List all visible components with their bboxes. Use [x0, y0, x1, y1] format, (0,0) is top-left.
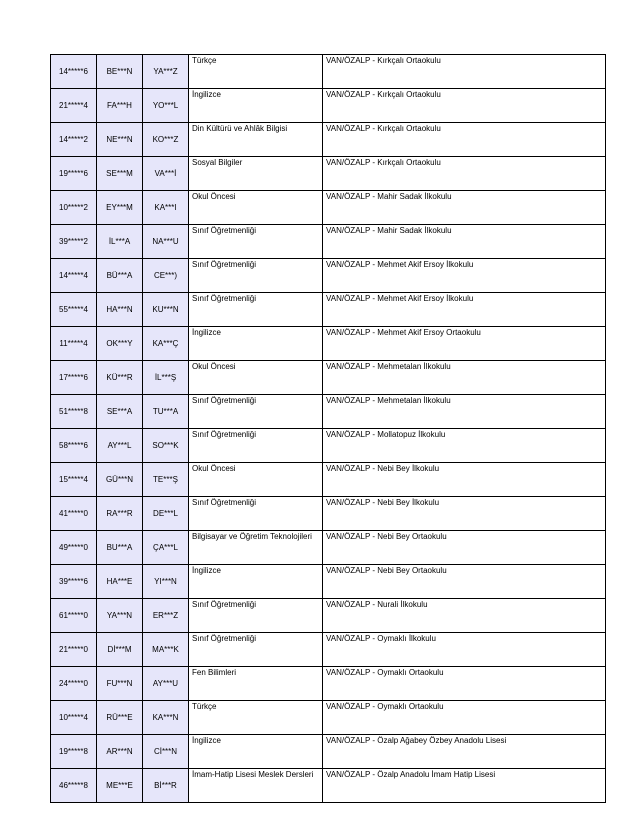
school-cell: VAN/ÖZALP - Oymaklı Ortaokulu	[323, 667, 606, 701]
last-name-cell: NA***U	[143, 225, 189, 259]
id-number-cell: 39*****2	[51, 225, 97, 259]
first-name-cell: SE***A	[97, 395, 143, 429]
branch-cell: İmam-Hatip Lisesi Meslek Dersleri	[189, 769, 323, 803]
school-cell: VAN/ÖZALP - Nebi Bey İlkokulu	[323, 497, 606, 531]
table-row	[51, 395, 606, 429]
first-name-cell: RA***R	[97, 497, 143, 531]
id-number-cell: 41*****0	[51, 497, 97, 531]
table-row	[51, 769, 606, 803]
last-name-cell: AY***U	[143, 667, 189, 701]
id-number-cell: 21*****0	[51, 633, 97, 667]
table-row	[51, 89, 606, 123]
last-name-cell: KO***Z	[143, 123, 189, 157]
branch-cell: Okul Öncesi	[189, 191, 323, 225]
id-number-cell: 39*****6	[51, 565, 97, 599]
table-row	[51, 123, 606, 157]
id-number-cell: 19*****8	[51, 735, 97, 769]
school-cell: VAN/ÖZALP - Kırkçalı Ortaokulu	[323, 157, 606, 191]
first-name-cell: OK***Y	[97, 327, 143, 361]
branch-cell: Sınıf Öğretmenliği	[189, 429, 323, 463]
table-row	[51, 565, 606, 599]
school-cell: VAN/ÖZALP - Mehmetalan İlkokulu	[323, 361, 606, 395]
table-row	[51, 497, 606, 531]
school-cell: VAN/ÖZALP - Mollatopuz İlkokulu	[323, 429, 606, 463]
school-cell: VAN/ÖZALP - Mehmet Akif Ersoy İlkokulu	[323, 293, 606, 327]
last-name-cell: DE***L	[143, 497, 189, 531]
branch-cell: Fen Bilimleri	[189, 667, 323, 701]
table-row	[51, 361, 606, 395]
last-name-cell: TE***Ş	[143, 463, 189, 497]
table-row	[51, 191, 606, 225]
id-number-cell: 10*****2	[51, 191, 97, 225]
last-name-cell: VA***İ	[143, 157, 189, 191]
first-name-cell: FU***N	[97, 667, 143, 701]
id-number-cell: 14*****4	[51, 259, 97, 293]
school-cell: VAN/ÖZALP - Nebi Bey İlkokulu	[323, 463, 606, 497]
last-name-cell: TU***A	[143, 395, 189, 429]
branch-cell: Sınıf Öğretmenliği	[189, 225, 323, 259]
first-name-cell: BE***N	[97, 55, 143, 89]
last-name-cell: İL***Ş	[143, 361, 189, 395]
table-body	[51, 55, 606, 803]
table-row	[51, 225, 606, 259]
last-name-cell: KU***N	[143, 293, 189, 327]
id-number-cell: 21*****4	[51, 89, 97, 123]
id-number-cell: 17*****6	[51, 361, 97, 395]
branch-cell: Sosyal Bilgiler	[189, 157, 323, 191]
branch-cell: Sınıf Öğretmenliği	[189, 395, 323, 429]
school-cell: VAN/ÖZALP - Kırkçalı Ortaokulu	[323, 89, 606, 123]
first-name-cell: GÜ***N	[97, 463, 143, 497]
last-name-cell: KA***I	[143, 191, 189, 225]
branch-cell: İngilizce	[189, 89, 323, 123]
last-name-cell: YI***N	[143, 565, 189, 599]
first-name-cell: HA***E	[97, 565, 143, 599]
id-number-cell: 49*****0	[51, 531, 97, 565]
school-cell: VAN/ÖZALP - Mahir Sadak İlkokulu	[323, 191, 606, 225]
branch-cell: İngilizce	[189, 565, 323, 599]
school-cell: VAN/ÖZALP - Özalp Ağabey Özbey Anadolu Lisesi	[323, 735, 606, 769]
table-row	[51, 327, 606, 361]
school-cell: VAN/ÖZALP - Mehmetalan İlkokulu	[323, 395, 606, 429]
first-name-cell: İL***A	[97, 225, 143, 259]
branch-cell: İngilizce	[189, 735, 323, 769]
table-row	[51, 429, 606, 463]
first-name-cell: BU***A	[97, 531, 143, 565]
school-cell: VAN/ÖZALP - Oymaklı Ortaokulu	[323, 701, 606, 735]
id-number-cell: 19*****6	[51, 157, 97, 191]
id-number-cell: 51*****8	[51, 395, 97, 429]
id-number-cell: 58*****6	[51, 429, 97, 463]
last-name-cell: SO***K	[143, 429, 189, 463]
first-name-cell: AR***N	[97, 735, 143, 769]
school-cell: VAN/ÖZALP - Mehmet Akif Ersoy İlkokulu	[323, 259, 606, 293]
school-cell: VAN/ÖZALP - Özalp Anadolu İmam Hatip Lisesi	[323, 769, 606, 803]
table-row	[51, 667, 606, 701]
id-number-cell: 15*****4	[51, 463, 97, 497]
first-name-cell: EY***M	[97, 191, 143, 225]
school-cell: VAN/ÖZALP - Oymaklı İlkokulu	[323, 633, 606, 667]
table-row	[51, 701, 606, 735]
branch-cell: Bilgisayar ve Öğretim Teknolojileri	[189, 531, 323, 565]
first-name-cell: RÜ***E	[97, 701, 143, 735]
school-cell: VAN/ÖZALP - Mahir Sadak İlkokulu	[323, 225, 606, 259]
id-number-cell: 55*****4	[51, 293, 97, 327]
first-name-cell: Dİ***M	[97, 633, 143, 667]
first-name-cell: YA***N	[97, 599, 143, 633]
last-name-cell: ER***Z	[143, 599, 189, 633]
id-number-cell: 24*****0	[51, 667, 97, 701]
school-cell: VAN/ÖZALP - Nebi Bey Ortaokulu	[323, 531, 606, 565]
branch-cell: Sınıf Öğretmenliği	[189, 599, 323, 633]
school-cell: VAN/ÖZALP - Mehmet Akif Ersoy Ortaokulu	[323, 327, 606, 361]
id-number-cell: 14*****2	[51, 123, 97, 157]
id-number-cell: 14*****6	[51, 55, 97, 89]
table-row	[51, 599, 606, 633]
first-name-cell: NE***N	[97, 123, 143, 157]
first-name-cell: ME***E	[97, 769, 143, 803]
last-name-cell: MA***K	[143, 633, 189, 667]
last-name-cell: YO***L	[143, 89, 189, 123]
id-number-cell: 61*****0	[51, 599, 97, 633]
branch-cell: Din Kültürü ve Ahlâk Bilgisi	[189, 123, 323, 157]
first-name-cell: AY***L	[97, 429, 143, 463]
last-name-cell: YA***Z	[143, 55, 189, 89]
table-row	[51, 531, 606, 565]
table-row	[51, 259, 606, 293]
first-name-cell: FA***H	[97, 89, 143, 123]
first-name-cell: BÜ***A	[97, 259, 143, 293]
branch-cell: Okul Öncesi	[189, 463, 323, 497]
first-name-cell: SE***M	[97, 157, 143, 191]
school-cell: VAN/ÖZALP - Nebi Bey Ortaokulu	[323, 565, 606, 599]
school-cell: VAN/ÖZALP - Nurali İlkokulu	[323, 599, 606, 633]
branch-cell: Okul Öncesi	[189, 361, 323, 395]
branch-cell: Sınıf Öğretmenliği	[189, 293, 323, 327]
last-name-cell: KA***Ç	[143, 327, 189, 361]
school-cell: VAN/ÖZALP - Kırkçalı Ortaokulu	[323, 123, 606, 157]
last-name-cell: CE***)	[143, 259, 189, 293]
table-row	[51, 157, 606, 191]
branch-cell: İngilizce	[189, 327, 323, 361]
branch-cell: Sınıf Öğretmenliği	[189, 259, 323, 293]
branch-cell: Sınıf Öğretmenliği	[189, 497, 323, 531]
school-cell: VAN/ÖZALP - Kırkçalı Ortaokulu	[323, 55, 606, 89]
last-name-cell: ÇA***L	[143, 531, 189, 565]
branch-cell: Türkçe	[189, 55, 323, 89]
first-name-cell: KÜ***R	[97, 361, 143, 395]
id-number-cell: 10*****4	[51, 701, 97, 735]
assignment-table	[50, 54, 606, 803]
last-name-cell: Cİ***N	[143, 735, 189, 769]
branch-cell: Türkçe	[189, 701, 323, 735]
table-row	[51, 633, 606, 667]
table-row	[51, 735, 606, 769]
last-name-cell: KA***N	[143, 701, 189, 735]
table-row	[51, 55, 606, 89]
id-number-cell: 46*****8	[51, 769, 97, 803]
first-name-cell: HA***N	[97, 293, 143, 327]
table-row	[51, 463, 606, 497]
last-name-cell: Bİ***R	[143, 769, 189, 803]
table-row	[51, 293, 606, 327]
branch-cell: Sınıf Öğretmenliği	[189, 633, 323, 667]
id-number-cell: 11*****4	[51, 327, 97, 361]
